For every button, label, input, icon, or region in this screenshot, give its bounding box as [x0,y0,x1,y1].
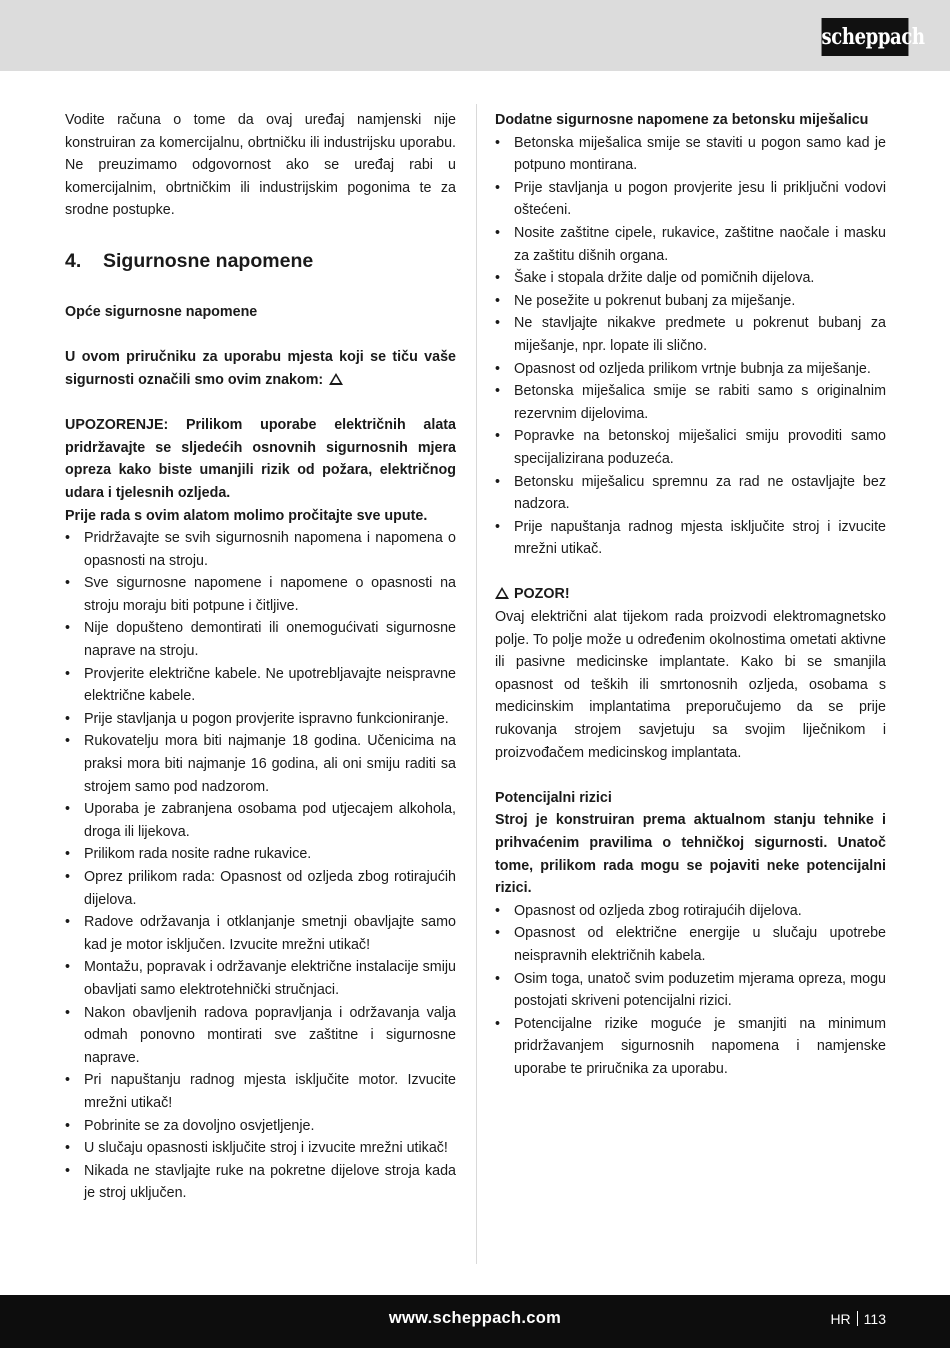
risks-list [495,900,886,1081]
list-item: • Opasnost od ozljeda prilikom vrtnje bubnja za miješanje. [495,358,886,381]
list-item: • Betonska miješalica smije se staviti u pogon samo kad je potpuno montirana. [495,132,886,177]
general-safety-heading: Opće sigurnosne napomene [65,304,258,321]
page-indicator [830,1311,886,1327]
list-item: • Radove održavanja i otklanjanje smetnji obavljajte samo kad je motor isključen. Izvucite mrežni utikač! [65,911,456,956]
list-item: • Pri napuštanju radnog mjesta isključite motor. Izvucite mrežni utikač! [65,1069,456,1114]
list-item: • Oprez prilikom rada: Opasnost od ozljeda zbog rotirajućih dijelova. [65,866,456,911]
header-bar [0,0,950,71]
list-item: • Opasnost od ozljeda zbog rotirajućih dijelova. [495,900,886,923]
left-column [65,109,456,1205]
list-item: • Rukovatelju mora biti najmanje 18 godina. Učenicima na praksi mora biti najmanje 16 godina, ali oni smiju raditi sa strojem samo pod nadzorom. [65,730,456,798]
column-divider [476,104,477,1264]
scheppach-logo: scheppach [822,18,909,56]
website-link[interactable]: www.scheppach.com [388,1309,562,1327]
warning-triangle-icon [495,587,509,599]
list-item: • Nosite zaštitne cipele, rukavice, zaštitne naočale i masku za zaštitu dišnih organa. [495,222,886,267]
section-heading [65,245,456,279]
mixer-safety-heading: Dodatne sigurnosne napomene za betonsku miješalicu [495,112,869,128]
read-instructions-paragraph: Prije rada s ovim alatom molimo pročitajte sve upute. [65,507,428,524]
footer-bar [0,1295,950,1348]
symbol-note-text: U ovom priručniku za uporabu mjesta koji se tiču vaše sigurnosti označili smo ovim znakom: [65,349,456,388]
list-item: • Prije stavljanja u pogon provjerite jesu li priključni vodovi oštećeni. [495,177,886,222]
risks-heading: Potencijalni rizici [495,789,612,806]
list-item: • Pobrinite se za dovoljno osvjetljenje. [65,1115,456,1138]
risks-intro: Stroj je konstruiran prema aktualnom stanju tehnike i prihvaćenim pravilima o tehničkoj sigurnosti. Unatoč tome, prilikom rada mogu se pojaviti neke potencijalni rizici. [495,812,886,897]
list-item: • Ne stavljajte nikakve predmete u pokrenut bubanj za miješanje, npr. lopate ili slično. [495,312,886,357]
caution-label: POZOR! [514,586,570,603]
symbol-note [65,346,456,391]
list-item: • Ne posežite u pokrenut bubanj za miješanje. [495,290,886,313]
list-item: • Popravke na betonskoj miješalici smiju provoditi samo specijalizirana poduzeća. [495,425,886,470]
page-separator [857,1311,858,1326]
list-item: • Provjerite električne kabele. Ne upotrebljavajte neispravne električne kabele. [65,663,456,708]
right-column [495,109,886,1081]
list-item: • Uporaba je zabranjena osobama pod utjecajem alkohola, droga ili lijekova. [65,798,456,843]
intro-paragraph: Vodite računa o tome da ovaj uređaj namjenski nije konstruiran za komercijalnu, obrtničku ili industrijsku uporabu. Ne preuzimamo odgovornost ako se uređaj rabi u komercijalnim, obrtničkim ili industrijskim pogonima te za srodne postupke. [65,112,456,219]
list-item: • Nije dopušteno demontirati ili onemogućivati sigurnosne naprave na stroju. [65,617,456,662]
list-item: • Šake i stopala držite dalje od pomičnih dijelova. [495,267,886,290]
list-item: • Prilikom rada nosite radne rukavice. [65,843,456,866]
list-item: • Betonsku miješalicu spremnu za rad ne ostavljajte bez nadzora. [495,471,886,516]
list-item: • Nikada ne stavljajte ruke na pokretne dijelove stroja kada je stroj uključen. [65,1160,456,1205]
warning-triangle-icon [329,373,343,385]
mixer-safety-list [495,132,886,561]
warning-paragraph: UPOZORENJE: Prilikom uporabe električnih alata pridržavajte se sljedećih osnovnih sigurnosnih mjera opreza kako biste umanjili rizik od požara, električnog udara i tjelesnih ozljeda. [65,417,456,501]
list-item: • Opasnost od električne energije u slučaju upotrebe neispravnih električnih kabela. [495,922,886,967]
caution-paragraph: Ovaj električni alat tijekom rada proizvodi elektromagnetsko polje. To polje može u određenim okolnostima ometati aktivne ili pasivne medicinske implantate. Kako bi se smanjila opasnost od teških ili smrtonosnih ozljeda, osobama s medicinskim implantatima preporučujemo da se prije rukovanja strojem savjetuju sa svojim liječnikom i proizvođačem medicinskog implantata. [495,609,886,761]
caution-heading [495,583,886,606]
list-item: • U slučaju opasnosti isključite stroj i izvucite mrežni utikač! [65,1137,456,1160]
page-number: 113 [863,1311,886,1327]
section-number: 4. [65,249,82,272]
list-item: • Nakon obavljenih radova popravljanja i održavanja valja odmah ponovno montirati sve zaštitne i sigurnosne naprave. [65,1002,456,1070]
list-item: • Osim toga, unatoč svim poduzetim mjerama opreza, mogu postojati skriveni potencijalni rizici. [495,968,886,1013]
list-item: • Potencijalne rizike moguće je smanjiti na minimum pridržavanjem sigurnosnih napomena i namjenske uporabe te priručnika za uporabu. [495,1013,886,1081]
general-safety-list [65,527,456,1205]
list-item: • Betonska miješalica smije se rabiti samo s originalnim rezervnim dijelovima. [495,380,886,425]
list-item: • Pridržavajte se svih sigurnosnih napomena i napomena o opasnosti na stroju. [65,527,456,572]
section-title: Sigurnosne napomene [103,249,314,272]
list-item: • Sve sigurnosne napomene i napomene o opasnosti na stroju moraju biti potpune i čitljive. [65,572,456,617]
list-item: • Montažu, popravak i održavanje električne instalacije smiju obavljati samo elektrotehnički stručnjaci. [65,956,456,1001]
language-code: HR [830,1311,851,1327]
list-item: • Prije napuštanja radnog mjesta isključite stroj i izvucite mrežni utikač. [495,516,886,561]
list-item: • Prije stavljanja u pogon provjerite ispravno funkcioniranje. [65,708,456,731]
